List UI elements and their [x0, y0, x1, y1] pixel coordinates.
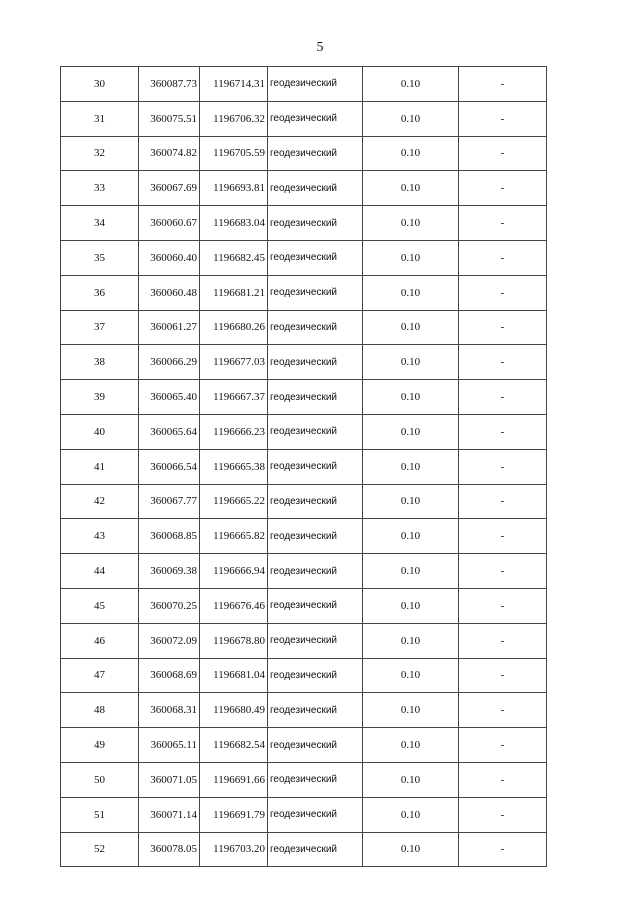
x-coordinate-cell: 360061.27 [139, 310, 200, 345]
method-cell: геодезический [268, 449, 363, 484]
x-coordinate-cell: 360067.77 [139, 484, 200, 519]
x-coordinate-cell: 360060.48 [139, 275, 200, 310]
point-number-cell: 50 [61, 762, 139, 797]
y-coordinate-cell: 1196665.22 [200, 484, 268, 519]
method-cell: геодезический [268, 206, 363, 241]
y-coordinate-cell: 1196714.31 [200, 67, 268, 102]
table-row [61, 832, 547, 867]
table-row [61, 310, 547, 345]
table-row [61, 67, 547, 102]
accuracy-cell: 0.10 [363, 588, 459, 623]
x-coordinate-cell: 360075.51 [139, 101, 200, 136]
table-row [61, 658, 547, 693]
point-number-cell: 51 [61, 797, 139, 832]
accuracy-cell: 0.10 [363, 449, 459, 484]
table-row [61, 519, 547, 554]
method-cell: геодезический [268, 171, 363, 206]
method-cell: геодезический [268, 623, 363, 658]
y-coordinate-cell: 1196666.94 [200, 554, 268, 589]
x-coordinate-cell: 360060.67 [139, 206, 200, 241]
point-number-cell: 34 [61, 206, 139, 241]
table-row [61, 275, 547, 310]
y-coordinate-cell: 1196678.80 [200, 623, 268, 658]
x-coordinate-cell: 360065.64 [139, 414, 200, 449]
method-cell: геодезический [268, 728, 363, 763]
description-cell: - [459, 206, 547, 241]
point-number-cell: 39 [61, 380, 139, 415]
y-coordinate-cell: 1196681.04 [200, 658, 268, 693]
point-number-cell: 36 [61, 275, 139, 310]
description-cell: - [459, 345, 547, 380]
table-row [61, 449, 547, 484]
method-cell: геодезический [268, 380, 363, 415]
point-number-cell: 43 [61, 519, 139, 554]
x-coordinate-cell: 360078.05 [139, 832, 200, 867]
point-number-cell: 52 [61, 832, 139, 867]
x-coordinate-cell: 360060.40 [139, 240, 200, 275]
x-coordinate-cell: 360087.73 [139, 67, 200, 102]
point-number-cell: 41 [61, 449, 139, 484]
accuracy-cell: 0.10 [363, 136, 459, 171]
y-coordinate-cell: 1196705.59 [200, 136, 268, 171]
accuracy-cell: 0.10 [363, 728, 459, 763]
table-row [61, 206, 547, 241]
description-cell: - [459, 797, 547, 832]
accuracy-cell: 0.10 [363, 554, 459, 589]
description-cell: - [459, 728, 547, 763]
description-cell: - [459, 762, 547, 797]
x-coordinate-cell: 360065.40 [139, 380, 200, 415]
coordinates-table-body [61, 67, 547, 867]
point-number-cell: 30 [61, 67, 139, 102]
y-coordinate-cell: 1196681.21 [200, 275, 268, 310]
y-coordinate-cell: 1196676.46 [200, 588, 268, 623]
accuracy-cell: 0.10 [363, 658, 459, 693]
coordinates-table [60, 66, 547, 867]
point-number-cell: 46 [61, 623, 139, 658]
accuracy-cell: 0.10 [363, 240, 459, 275]
x-coordinate-cell: 360071.05 [139, 762, 200, 797]
description-cell: - [459, 588, 547, 623]
y-coordinate-cell: 1196680.26 [200, 310, 268, 345]
accuracy-cell: 0.10 [363, 414, 459, 449]
y-coordinate-cell: 1196682.54 [200, 728, 268, 763]
accuracy-cell: 0.10 [363, 797, 459, 832]
table-row [61, 554, 547, 589]
y-coordinate-cell: 1196666.23 [200, 414, 268, 449]
table-row [61, 623, 547, 658]
y-coordinate-cell: 1196706.32 [200, 101, 268, 136]
point-number-cell: 31 [61, 101, 139, 136]
x-coordinate-cell: 360068.69 [139, 658, 200, 693]
point-number-cell: 45 [61, 588, 139, 623]
method-cell: геодезический [268, 275, 363, 310]
table-row [61, 380, 547, 415]
description-cell: - [459, 67, 547, 102]
method-cell: геодезический [268, 310, 363, 345]
accuracy-cell: 0.10 [363, 206, 459, 241]
y-coordinate-cell: 1196683.04 [200, 206, 268, 241]
table-row [61, 728, 547, 763]
x-coordinate-cell: 360068.85 [139, 519, 200, 554]
accuracy-cell: 0.10 [363, 832, 459, 867]
point-number-cell: 48 [61, 693, 139, 728]
x-coordinate-cell: 360066.54 [139, 449, 200, 484]
x-coordinate-cell: 360068.31 [139, 693, 200, 728]
y-coordinate-cell: 1196691.79 [200, 797, 268, 832]
x-coordinate-cell: 360069.38 [139, 554, 200, 589]
table-row [61, 171, 547, 206]
method-cell: геодезический [268, 67, 363, 102]
point-number-cell: 38 [61, 345, 139, 380]
method-cell: геодезический [268, 484, 363, 519]
method-cell: геодезический [268, 414, 363, 449]
point-number-cell: 49 [61, 728, 139, 763]
accuracy-cell: 0.10 [363, 275, 459, 310]
description-cell: - [459, 519, 547, 554]
accuracy-cell: 0.10 [363, 345, 459, 380]
description-cell: - [459, 658, 547, 693]
description-cell: - [459, 101, 547, 136]
description-cell: - [459, 449, 547, 484]
method-cell: геодезический [268, 762, 363, 797]
table-row [61, 588, 547, 623]
accuracy-cell: 0.10 [363, 101, 459, 136]
method-cell: геодезический [268, 240, 363, 275]
y-coordinate-cell: 1196682.45 [200, 240, 268, 275]
y-coordinate-cell: 1196703.20 [200, 832, 268, 867]
description-cell: - [459, 554, 547, 589]
point-number-cell: 40 [61, 414, 139, 449]
accuracy-cell: 0.10 [363, 171, 459, 206]
description-cell: - [459, 136, 547, 171]
description-cell: - [459, 275, 547, 310]
x-coordinate-cell: 360070.25 [139, 588, 200, 623]
accuracy-cell: 0.10 [363, 762, 459, 797]
x-coordinate-cell: 360066.29 [139, 345, 200, 380]
table-row [61, 414, 547, 449]
table-row [61, 345, 547, 380]
accuracy-cell: 0.10 [363, 693, 459, 728]
table-row [61, 240, 547, 275]
method-cell: геодезический [268, 658, 363, 693]
accuracy-cell: 0.10 [363, 310, 459, 345]
description-cell: - [459, 623, 547, 658]
point-number-cell: 44 [61, 554, 139, 589]
y-coordinate-cell: 1196677.03 [200, 345, 268, 380]
page-number: 5 [316, 40, 324, 55]
x-coordinate-cell: 360071.14 [139, 797, 200, 832]
method-cell: геодезический [268, 797, 363, 832]
method-cell: геодезический [268, 832, 363, 867]
point-number-cell: 47 [61, 658, 139, 693]
description-cell: - [459, 832, 547, 867]
point-number-cell: 33 [61, 171, 139, 206]
description-cell: - [459, 484, 547, 519]
description-cell: - [459, 310, 547, 345]
table-row [61, 484, 547, 519]
accuracy-cell: 0.10 [363, 519, 459, 554]
method-cell: геодезический [268, 588, 363, 623]
method-cell: геодезический [268, 345, 363, 380]
description-cell: - [459, 380, 547, 415]
method-cell: геодезический [268, 693, 363, 728]
description-cell: - [459, 414, 547, 449]
accuracy-cell: 0.10 [363, 380, 459, 415]
description-cell: - [459, 171, 547, 206]
method-cell: геодезический [268, 136, 363, 171]
table-row [61, 762, 547, 797]
table-row [61, 136, 547, 171]
point-number-cell: 32 [61, 136, 139, 171]
y-coordinate-cell: 1196667.37 [200, 380, 268, 415]
method-cell: геодезический [268, 101, 363, 136]
accuracy-cell: 0.10 [363, 484, 459, 519]
accuracy-cell: 0.10 [363, 623, 459, 658]
point-number-cell: 37 [61, 310, 139, 345]
method-cell: геодезический [268, 554, 363, 589]
table-row [61, 797, 547, 832]
description-cell: - [459, 693, 547, 728]
y-coordinate-cell: 1196665.82 [200, 519, 268, 554]
y-coordinate-cell: 1196665.38 [200, 449, 268, 484]
point-number-cell: 42 [61, 484, 139, 519]
description-cell: - [459, 240, 547, 275]
y-coordinate-cell: 1196680.49 [200, 693, 268, 728]
x-coordinate-cell: 360072.09 [139, 623, 200, 658]
x-coordinate-cell: 360067.69 [139, 171, 200, 206]
x-coordinate-cell: 360065.11 [139, 728, 200, 763]
method-cell: геодезический [268, 519, 363, 554]
table-row [61, 693, 547, 728]
x-coordinate-cell: 360074.82 [139, 136, 200, 171]
point-number-cell: 35 [61, 240, 139, 275]
accuracy-cell: 0.10 [363, 67, 459, 102]
y-coordinate-cell: 1196691.66 [200, 762, 268, 797]
y-coordinate-cell: 1196693.81 [200, 171, 268, 206]
table-row [61, 101, 547, 136]
